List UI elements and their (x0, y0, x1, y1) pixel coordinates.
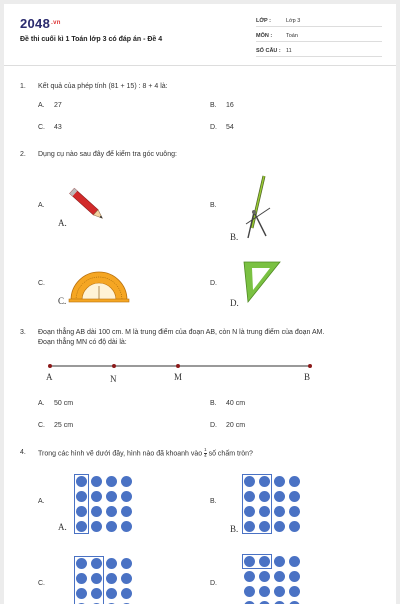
image-label-a: A. (58, 218, 67, 228)
dot (289, 521, 300, 532)
dot (76, 588, 87, 599)
question-4-text: Trong các hình vẽ dưới đây, hình nào đã khoanh vào $\frac{1}{4}$ số chấm tròn? (38, 447, 253, 458)
dot (76, 476, 87, 487)
dot (121, 491, 132, 502)
meta-key: MÔN : (256, 33, 273, 39)
point-b-label: B (304, 372, 311, 382)
question-3-text-line1: Đoạn thẳng AB dài 100 cm. M là trung điểm của đoạn AB, còn N là trung điểm của đoạn AM. (38, 329, 325, 336)
image-label-b: B. (230, 232, 239, 242)
question-1-option-b[interactable]: B. 16 (210, 102, 234, 109)
compass-icon[interactable] (240, 172, 276, 244)
dot (121, 506, 132, 517)
image-label-b: B. (230, 524, 239, 534)
question-1-text: Kết quả của phép tính (81 + 15) : 8 + 4 là: (38, 83, 168, 90)
page-title: Đề thi cuối kì 1 Toán lớp 3 có đáp án - Đề 4 (20, 36, 163, 43)
question-3-option-a[interactable]: A. 50 cm (38, 400, 74, 407)
question-1-number: 1. (20, 83, 26, 90)
dot (274, 556, 285, 567)
dot (274, 506, 285, 517)
question-1-option-d[interactable]: D. 54 (210, 124, 234, 131)
dot (259, 491, 270, 502)
image-label-a: A. (58, 522, 67, 532)
dot (76, 491, 87, 502)
dot (91, 588, 102, 599)
meta-value: Toán (286, 33, 298, 39)
set-square-icon[interactable] (240, 258, 284, 306)
meta-key: SỐ CÂU : (256, 48, 281, 54)
dot (244, 506, 255, 517)
dot (259, 586, 270, 597)
meta-count-row (256, 44, 382, 57)
dot (244, 586, 255, 597)
dot (91, 558, 102, 569)
question-2-number: 2. (20, 151, 26, 158)
dot (274, 476, 285, 487)
dot (76, 573, 87, 584)
dot (76, 521, 87, 532)
dot (91, 573, 102, 584)
dot (259, 521, 270, 532)
question-3-option-d[interactable]: D. 20 cm (210, 422, 246, 429)
dot-grid-c[interactable] (72, 554, 142, 604)
line-segment-diagram (44, 358, 324, 392)
dot (244, 521, 255, 532)
dot (289, 476, 300, 487)
question-3-number: 3. (20, 329, 26, 336)
dot-grid-b[interactable] (240, 472, 310, 534)
question-3-text-line2: Đoạn thẳng MN có độ dài là: (38, 339, 127, 346)
dot (244, 571, 255, 582)
question-2-text: Dụng cụ nào sau đây để kiểm tra góc vuông: (38, 151, 177, 158)
point-m-label: M (174, 372, 183, 382)
dot (121, 558, 132, 569)
dot (244, 476, 255, 487)
question-4-option-a[interactable]: A. (38, 498, 45, 505)
question-2-option-b[interactable]: B. (210, 202, 217, 209)
pencil-icon[interactable] (68, 182, 108, 230)
question-2-option-d[interactable]: D. (210, 280, 217, 287)
dot (289, 571, 300, 582)
dot (274, 521, 285, 532)
point-n-label: N (110, 374, 117, 384)
dot (76, 506, 87, 517)
dot (91, 476, 102, 487)
question-4-option-c[interactable]: C. (38, 580, 45, 587)
dot (121, 588, 132, 599)
dot (274, 571, 285, 582)
image-label-d: D. (230, 298, 239, 308)
question-1-option-c[interactable]: C. 43 (38, 124, 62, 131)
dot (121, 573, 132, 584)
dot (274, 586, 285, 597)
dot (244, 491, 255, 502)
dot (91, 491, 102, 502)
dot (106, 506, 117, 517)
dot (259, 556, 270, 567)
meta-value: 11 (286, 48, 292, 54)
question-4-number: 4. (20, 449, 26, 456)
meta-key: LỚP : (256, 18, 271, 24)
protractor-icon[interactable] (68, 266, 130, 304)
meta-value: Lớp 3 (286, 18, 301, 24)
dot (121, 476, 132, 487)
dot (289, 586, 300, 597)
question-4-option-b[interactable]: B. (210, 498, 217, 505)
dot (106, 476, 117, 487)
meta-class-row (256, 14, 382, 27)
dot (289, 556, 300, 567)
dot (259, 571, 270, 582)
dot (259, 476, 270, 487)
dot-grid-a[interactable] (72, 472, 142, 534)
dot (244, 556, 255, 567)
question-3-option-b[interactable]: B. 40 cm (210, 400, 246, 407)
dot (91, 521, 102, 532)
dot (91, 506, 102, 517)
question-4-option-d[interactable]: D. (210, 580, 217, 587)
question-3-option-c[interactable]: C. 25 cm (38, 422, 74, 429)
fraction-one-quarter: $\frac{1}{4}$ (204, 447, 207, 458)
document-header (4, 4, 396, 66)
dot (106, 558, 117, 569)
question-2-option-c[interactable]: C. (38, 280, 45, 287)
point-a-marker (48, 364, 52, 368)
dot (121, 521, 132, 532)
question-2-option-a[interactable]: A. (38, 202, 45, 209)
site-logo[interactable]: $2048^{.vn}$ (20, 16, 61, 31)
dot-grid-d[interactable] (240, 552, 310, 604)
dot (289, 506, 300, 517)
dot (289, 491, 300, 502)
question-1-option-a[interactable]: A. 27 (38, 102, 62, 109)
point-b-marker (308, 364, 312, 368)
dot (274, 491, 285, 502)
dot (106, 588, 117, 599)
dot (76, 558, 87, 569)
point-a-label: A (46, 372, 53, 382)
dot (106, 521, 117, 532)
dot (259, 506, 270, 517)
meta-subject-row (256, 29, 382, 42)
dot (106, 491, 117, 502)
image-label-c: C. (58, 296, 67, 306)
point-m-marker (176, 364, 180, 368)
dot (106, 573, 117, 584)
document-page (4, 4, 396, 604)
point-n-marker (112, 364, 116, 368)
